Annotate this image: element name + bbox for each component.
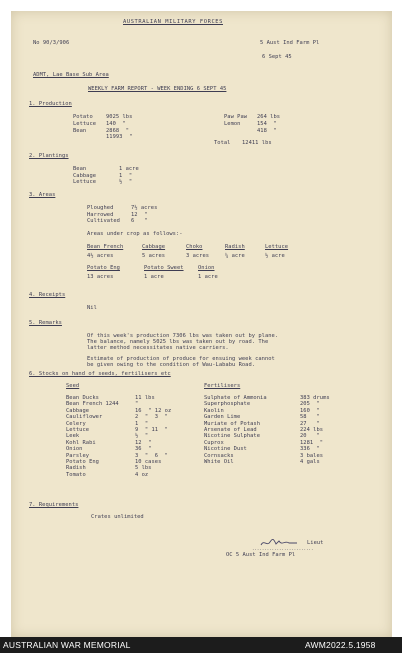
seed-item-qty: 12 " [135, 439, 152, 446]
production-right-item-qty: 154 " [257, 120, 277, 127]
seed-item-name: Onion [66, 446, 83, 453]
planting-item-name: Bean [73, 166, 87, 172]
receipts-value: Nil [87, 305, 97, 311]
seed-item-name: Bean French 1244 [66, 401, 119, 408]
remarks-line: Estimate of production of produce for ensuing week cannot [87, 356, 275, 362]
fertiliser-item-qty: 3 bales [300, 452, 324, 459]
area-item-qty: 6 " [131, 218, 148, 225]
seed-item-name: Celery [66, 420, 86, 427]
fertiliser-item-qty: 383 drums [300, 395, 330, 401]
crop-name: Lettuce [265, 244, 289, 250]
crop-area: 3 acres [186, 253, 210, 259]
fertiliser-item-name: Garden Lime [204, 414, 241, 421]
fertiliser-item-name: Cuprox [204, 439, 224, 446]
requirements-value: Crates unlimited [91, 514, 144, 520]
fertiliser-item-qty: 160 " [300, 407, 320, 414]
production-left-item-qty: 9025 lbs [106, 114, 133, 120]
fertiliser-item-name: Arsenate of Lead [204, 427, 257, 433]
crop-name: Bean French [87, 244, 124, 250]
production-left-item-name: Lettuce [73, 120, 97, 127]
crop-name: Potato Sweet [144, 265, 184, 271]
seed-item-qty: " [135, 401, 139, 408]
seed-item-qty: 10 cases [135, 459, 162, 465]
fertiliser-item-name: Nicotine Dust [204, 446, 247, 453]
seed-item-name: Cabbage [66, 407, 90, 414]
footer-accession-number: AWM2022.5.1958 [305, 640, 376, 650]
receipts-heading: 4. Receipts [29, 292, 66, 298]
fertilisers-heading: Fertilisers [204, 383, 241, 389]
stocks-heading: 6. Stocks on hand of seeds, fertilisers etc [29, 371, 171, 377]
seed-item-name: Lettuce [66, 427, 90, 433]
production-right-item-qty: 418 " [257, 127, 277, 134]
seed-item-qty: 11 lbs [135, 395, 155, 401]
production-left-item-qty: 11993 " [106, 134, 133, 141]
planting-item-qty: 1 " [119, 172, 133, 179]
seed-item-name: Potato Eng [66, 459, 99, 465]
signature-dots: ......................... [252, 546, 314, 551]
seed-item-qty: 36 " [135, 446, 152, 453]
planting-item-name: Cabbage [73, 172, 97, 179]
area-item-name: Harrowed [87, 211, 114, 218]
production-left-item-name: Bean [73, 127, 87, 134]
fertiliser-item-name: Cornsacks [204, 452, 234, 459]
crop-area: ½ acre [265, 253, 285, 259]
fertiliser-item-name: White Oil [204, 459, 234, 465]
seed-item-name: Cauliflower [66, 414, 103, 421]
signoff-role: OC 5 Aust Ind Farm Pl [226, 552, 296, 558]
crop-name: Choko [186, 244, 203, 250]
plantings-heading: 2. Plantings [29, 153, 69, 159]
crop-intro: Areas under crop as follows:- [87, 231, 183, 237]
fertiliser-item-name: Muriate of Potash [204, 420, 261, 427]
remarks-line: The balance, namely 5025 lbs was taken out by road. The [87, 339, 269, 345]
reference-number: No 90/3/906 [33, 40, 70, 46]
area-item-qty: 12 " [131, 211, 148, 218]
seed-item-qty: 1 " [135, 420, 149, 427]
seed-item-qty: 3 " 6 " [135, 452, 168, 459]
production-total-label: Total [214, 140, 231, 146]
area-item-qty: 7½ acres [131, 205, 158, 211]
crop-name: Radish [225, 244, 245, 250]
seed-item-name: Parsley [66, 452, 90, 459]
production-left-item-qty: 2868 " [106, 127, 130, 134]
fertiliser-item-qty: 1281 " [300, 439, 324, 446]
seed-item-name: Kohl Rabi [66, 439, 96, 446]
report-date: 6 Sept 45 [262, 54, 292, 60]
crop-area: ¼ acre [225, 253, 245, 259]
area-item-name: Cultivated [87, 218, 120, 225]
fertiliser-item-qty: 205 " [300, 401, 320, 408]
area-item-name: Ploughed [87, 205, 114, 211]
areas-heading: 3. Areas [29, 192, 56, 198]
production-right-item-qty: 264 lbs [257, 114, 281, 120]
crop-name: Potato Eng [87, 265, 120, 271]
fertiliser-item-name: Nicotine Sulphate [204, 433, 261, 440]
fertiliser-item-name: Sulphate of Ammonia [204, 395, 267, 401]
production-left-item-name: Potato [73, 114, 93, 120]
production-right-item-name: Lemon [224, 120, 241, 127]
fertiliser-item-qty: 58 " [300, 414, 320, 421]
remarks-line: latter method necessitates native carriers. [87, 345, 229, 351]
remarks-heading: 5. Remarks [29, 320, 62, 326]
production-total-value: 12411 lbs [242, 140, 272, 146]
crop-area: 4½ acres [87, 253, 114, 259]
fertiliser-item-qty: 27 " [300, 420, 320, 427]
crop-name: Cabbage [142, 244, 166, 250]
seed-item-qty: ½ " [135, 433, 149, 440]
fertiliser-item-qty: 224 lbs [300, 427, 324, 433]
planting-item-qty: ½ " [119, 179, 133, 186]
production-heading: 1. Production [29, 101, 72, 107]
seed-heading: Seed [66, 383, 80, 389]
unit-name: 5 Aust Ind Farm Pl [260, 40, 320, 46]
production-right-item-name: Paw Paw [224, 114, 248, 120]
seed-item-name: Bean Ducks [66, 395, 99, 401]
fertiliser-item-qty: 4 gals [300, 459, 320, 465]
crop-area: 1 acre [144, 274, 164, 280]
seed-item-qty: 5 lbs [135, 465, 152, 472]
crop-area: 5 acres [142, 253, 166, 259]
document-title: AUSTRALIAN MILITARY FORCES [123, 19, 223, 25]
addressee: ADMT, Lae Base Sub Area [33, 72, 109, 78]
crop-area: 13 acres [87, 274, 114, 280]
footer-institution: AUSTRALIAN WAR MEMORIAL [3, 640, 131, 650]
requirements-heading: 7. Requirements [29, 502, 79, 508]
crop-area: 1 acre [198, 274, 218, 280]
seed-item-name: Leek [66, 433, 80, 440]
production-left-item-qty: 140 " [106, 120, 126, 127]
remarks-line: Of this week's production 7306 lbs was taken out by plane. [87, 333, 279, 339]
document-sheet [11, 11, 392, 637]
seed-item-name: Tomato [66, 471, 86, 478]
footer-bar [0, 637, 402, 653]
signoff-rank: Lieut [307, 540, 324, 546]
seed-item-qty: 4 oz [135, 471, 149, 478]
fertiliser-item-qty: 336 " [300, 446, 320, 453]
seed-item-name: Radish [66, 465, 86, 472]
report-title: WEEKLY FARM REPORT - WEEK ENDING 6 SEPT 45 [88, 86, 227, 92]
seed-item-qty: 16 " 12 oz [135, 407, 172, 414]
fertiliser-item-qty: 20 " [300, 433, 320, 440]
fertiliser-item-name: Superphosphate [204, 401, 251, 408]
crop-name: Onion [198, 265, 215, 271]
planting-item-name: Lettuce [73, 179, 97, 186]
fertiliser-item-name: Kaolin [204, 407, 224, 414]
planting-item-qty: 1 acre [119, 166, 139, 172]
seed-item-qty: 2 " 3 " [135, 414, 168, 421]
seed-item-qty: 9 " 11 " [135, 427, 168, 433]
remarks-line: be given owing to the condition of Wau-Lababu Road. [87, 362, 256, 368]
